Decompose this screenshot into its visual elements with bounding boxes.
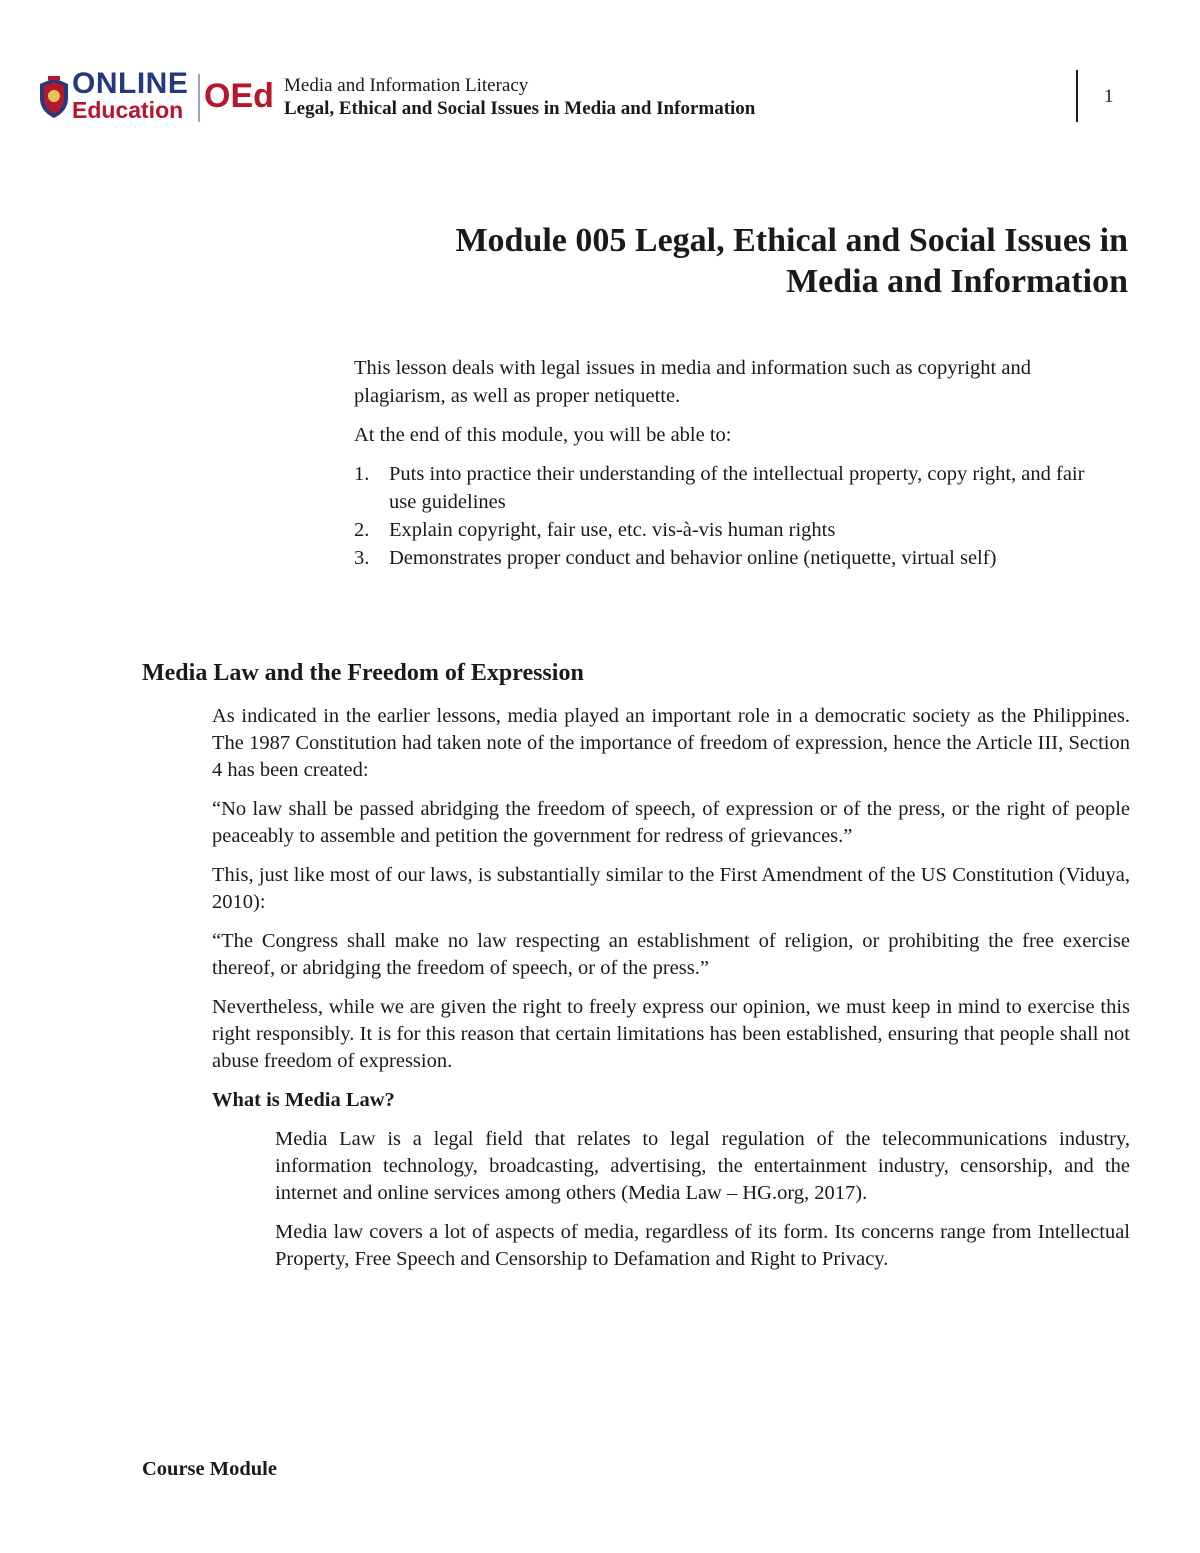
course-title: Media and Information Literacy <box>284 75 529 96</box>
module-title-line1: Module 005 Legal, Ethical and Social Issues in <box>455 222 1128 259</box>
objectives-list <box>354 460 1114 572</box>
list-item-text: Puts into practice their understanding of the intellectual property, copy right, and fair use guidelines <box>389 463 1085 513</box>
header-divider <box>1076 70 1078 122</box>
paragraph: This, just like most of our laws, is substantially similar to the First Amendment of the US Constitution (Viduya, 2010): <box>212 864 1130 913</box>
module-title <box>308 220 1128 302</box>
paragraph: As indicated in the earlier lessons, media played an important role in a democratic society as the Philippines. The 1987 Constitution had taken note of the importance of freedom of expression, hence the Article III, Section 4 has been created: <box>212 705 1130 781</box>
constitution-quote: “No law shall be passed abridging the freedom of speech, of expression or of the press, or the right of people peaceably to assemble and petition the government for redress of grievances.” <box>212 798 1130 847</box>
list-item <box>354 516 1114 544</box>
intro-block <box>354 354 1114 572</box>
section-heading: Media Law and the Freedom of Expression <box>142 660 584 686</box>
list-item-number: 1. <box>354 463 370 485</box>
footer-label: Course Module <box>142 1458 277 1480</box>
section-body <box>212 703 1130 1285</box>
intro-description: This lesson deals with legal issues in media and information such as copyright and plagiarism, as well as proper netiquette. <box>354 357 1031 407</box>
page-header <box>38 67 1128 126</box>
course-subtitle: Legal, Ethical and Social Issues in Media and Information <box>284 98 756 119</box>
list-item-text: Demonstrates proper conduct and behavior online (netiquette, virtual self) <box>389 547 997 569</box>
logo-divider <box>198 74 200 122</box>
list-item-number: 3. <box>354 547 370 569</box>
list-item-text: Explain copyright, fair use, etc. vis-à-vis human rights <box>389 519 836 541</box>
paragraph: Media law covers a lot of aspects of media, regardless of its form. Its concerns range from Intellectual Property, Free Speech and Censorship to Defamation and Right to Privacy. <box>275 1221 1130 1270</box>
paragraph: Nevertheless, while we are given the right to freely express our opinion, we must keep in mind to exercise this right responsibly. It is for this reason that certain limitations has been established, ensuring that people shall not abuse freedom of expression. <box>212 996 1130 1072</box>
shield-crest-icon <box>38 76 70 120</box>
list-item <box>354 460 1114 516</box>
online-education-logo <box>38 67 274 126</box>
objectives-lead: At the end of this module, you will be able to: <box>354 424 732 446</box>
first-amendment-quote: “The Congress shall make no law respecting an establishment of religion, or prohibiting the free exercise thereof, or abridging the freedom of speech, or of the press.” <box>212 930 1130 979</box>
logo-brand-abbr: OEd <box>204 77 274 115</box>
paragraph: Media Law is a legal field that relates to legal regulation of the telecommunications industry, information technology, broadcasting, advertising, the entertainment industry, censorship, and the internet and online services among others (Media Law – HG.org, 2017). <box>275 1128 1130 1204</box>
logo-brand-line1: ONLINE <box>72 67 189 100</box>
logo-brand-line2: Education <box>72 97 184 123</box>
subheading-media-law: What is Media Law? <box>212 1089 395 1111</box>
media-law-definition <box>275 1126 1130 1273</box>
page-number: 1 <box>1104 86 1114 107</box>
module-title-line2: Media and Information <box>786 263 1128 300</box>
list-item <box>354 544 1114 572</box>
list-item-number: 2. <box>354 519 370 541</box>
